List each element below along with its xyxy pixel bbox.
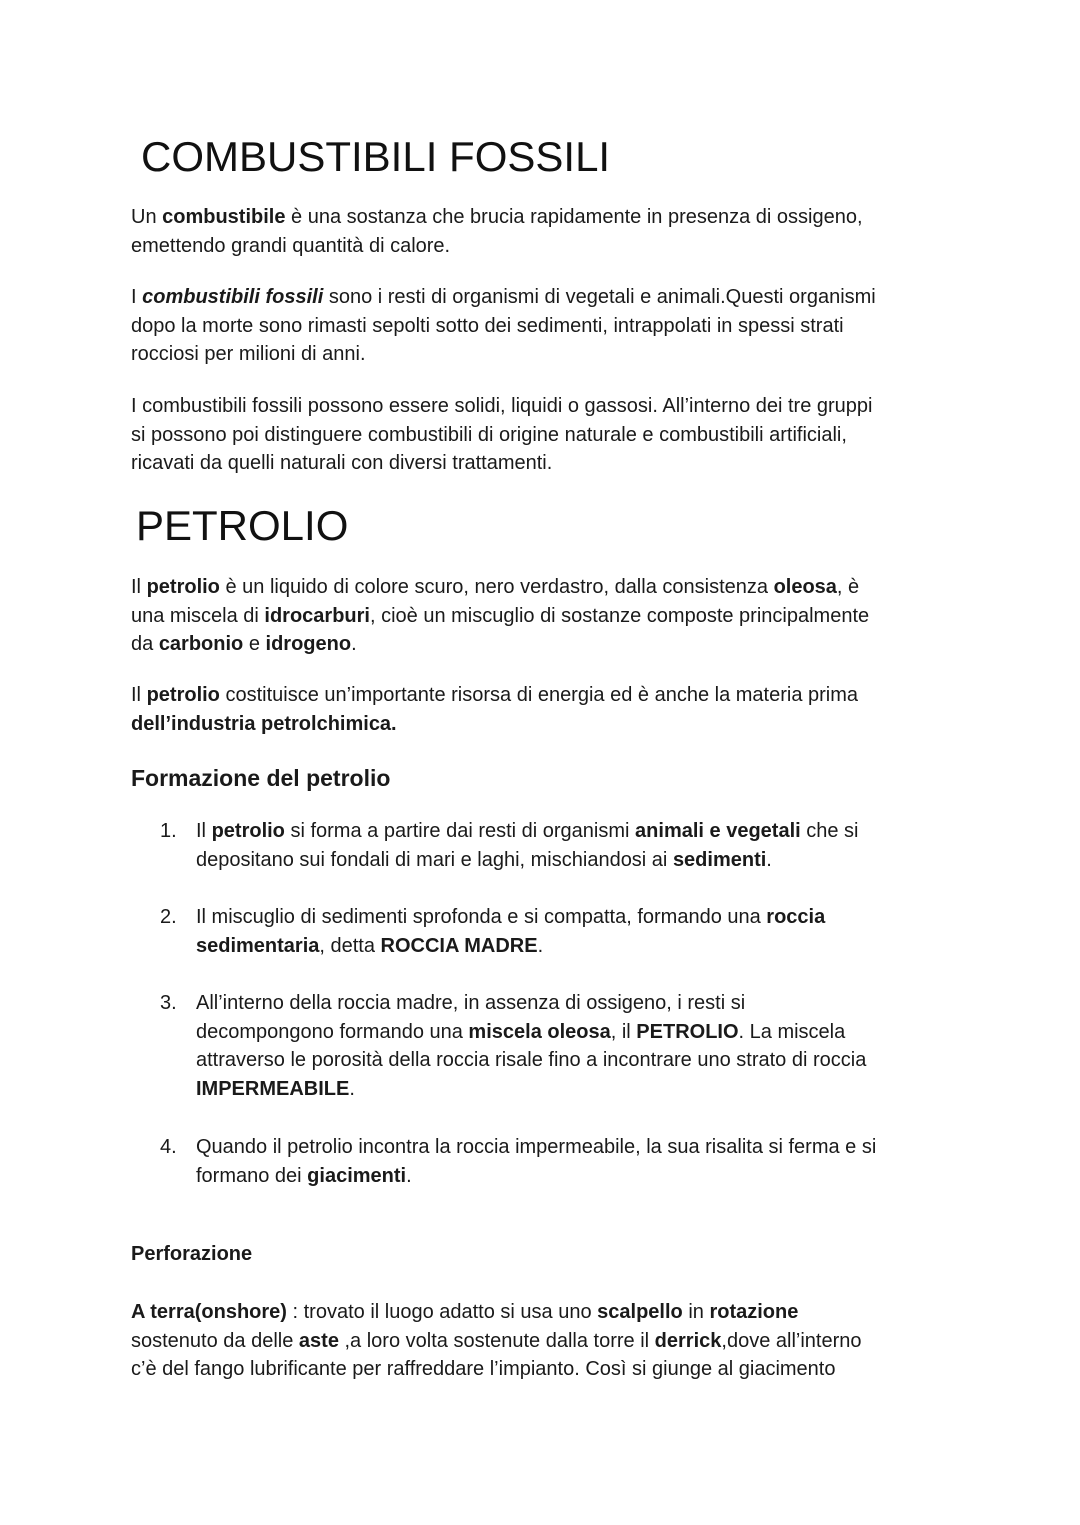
- paragraph-petrolio-definition: [131, 573, 961, 659]
- text-line: emettendo grandi quantità di calore.: [131, 234, 451, 257]
- text-line: c’è del fango lubrificante per raffreddare l’impianto. Così si giunge al giacimento: [131, 1358, 836, 1380]
- title-petrolio: PETROLIO: [136, 502, 349, 549]
- text-line: si possono poi distinguere combustibili di origine naturale e combustibili artificiali,: [131, 423, 847, 446]
- list-number: 2.: [160, 906, 177, 928]
- text-line: Il miscuglio di sedimenti sprofonda e si compatta, formando una roccia: [196, 906, 826, 928]
- text-line: IMPERMEABILE.: [196, 1077, 355, 1100]
- text-line: I combustibili fossili sono i resti di organismi di vegetali e animali.Questi organismi: [131, 286, 876, 308]
- list-number: 1.: [160, 820, 177, 842]
- paragraph-combustibile-definition: [131, 203, 961, 260]
- heading-perforazione: Perforazione: [131, 1243, 253, 1265]
- paragraph-combustibili-fossili: [131, 283, 961, 369]
- text-line: una miscela di idrocarburi, cioè un miscuglio di sostanze composte principalmente: [131, 604, 870, 627]
- text-line: Un combustibile è una sostanza che brucia rapidamente in presenza di ossigeno,: [131, 206, 863, 228]
- text-line: Quando il petrolio incontra la roccia impermeabile, la sua risalita si ferma e si: [196, 1136, 877, 1158]
- text-line: Il petrolio si forma a partire dai resti di organismi animali e vegetali che si: [196, 820, 859, 842]
- text-line: ricavati da quelli naturali con diversi trattamenti.: [131, 452, 553, 474]
- text-line: rocciosi per milioni di anni.: [131, 343, 366, 365]
- text-line: dopo la morte sono rimasti sepolti sotto dei sedimenti, intrappolati in spessi strati: [131, 314, 844, 337]
- list-number: 3.: [160, 992, 177, 1014]
- text-line: attraverso le porosità della roccia risale fino a incontrare uno strato di roccia: [196, 1049, 867, 1071]
- text-line: decompongono formando una miscela oleosa, il PETROLIO. La miscela: [196, 1020, 846, 1043]
- paragraph-perforazione-onshore: [131, 1298, 961, 1384]
- text-line: I combustibili fossili possono essere solidi, liquidi o gassosi. All’interno dei tre gruppi: [131, 395, 873, 417]
- text-line: depositano sui fondali di mari e laghi, mischiandosi ai sedimenti.: [196, 848, 772, 871]
- text-line: sostenuto da delle aste ,a loro volta sostenute dalla torre il derrick,dove all’interno: [131, 1329, 862, 1352]
- text-line: Il petrolio costituisce un’importante risorsa di energia ed è anche la materia prima: [131, 684, 859, 706]
- text-line: dell’industria petrolchimica.: [131, 712, 397, 735]
- paragraph-tipi-combustibili: [131, 392, 961, 478]
- paragraph-petrolio-risorsa: [131, 681, 961, 738]
- text-line: Il petrolio è un liquido di colore scuro, nero verdastro, dalla consistenza oleosa, è: [131, 576, 860, 598]
- heading-formazione-petrolio: Formazione del petrolio: [131, 765, 391, 791]
- text-line: formano dei giacimenti.: [196, 1164, 412, 1187]
- text-line: da carbonio e idrogeno.: [131, 633, 357, 655]
- title-combustibili-fossili: COMBUSTIBILI FOSSILI: [141, 133, 611, 180]
- text-line: All’interno della roccia madre, in assenza di ossigeno, i resti si: [196, 992, 746, 1014]
- text-line: A terra(onshore) : trovato il luogo adatto si usa uno scalpello in rotazione: [131, 1301, 799, 1323]
- list-number: 4.: [160, 1136, 177, 1158]
- text-line: sedimentaria, detta ROCCIA MADRE.: [196, 934, 544, 957]
